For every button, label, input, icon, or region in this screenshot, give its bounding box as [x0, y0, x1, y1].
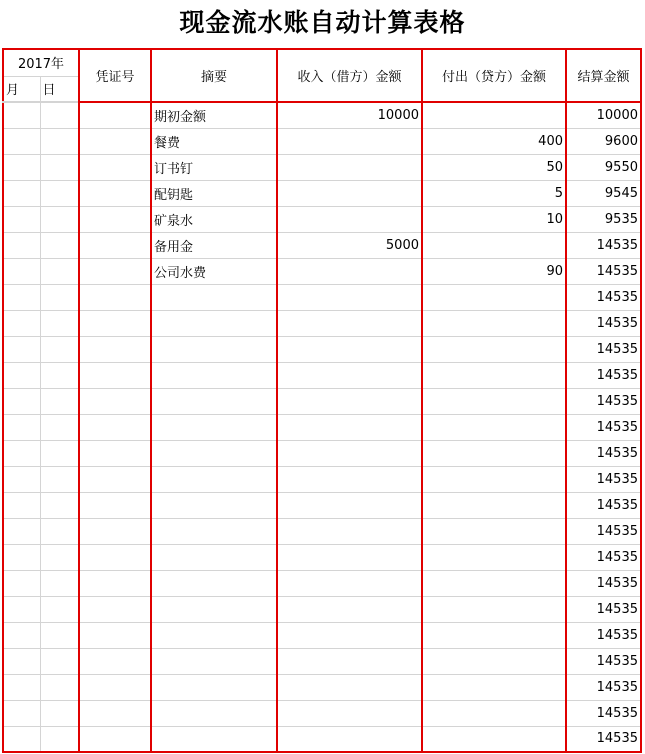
month-cell[interactable]: [3, 336, 40, 362]
expense-cell[interactable]: [422, 362, 566, 388]
ledger-row: [3, 206, 641, 232]
income-cell[interactable]: [277, 492, 422, 518]
day-cell[interactable]: [40, 206, 79, 232]
income-cell[interactable]: [277, 726, 422, 752]
summary-cell[interactable]: 期初金额: [151, 102, 277, 128]
day-cell[interactable]: [40, 388, 79, 414]
income-cell[interactable]: [277, 128, 422, 154]
summary-cell[interactable]: [151, 466, 277, 492]
balance-cell[interactable]: 9600: [566, 128, 641, 154]
summary-cell[interactable]: 矿泉水: [151, 206, 277, 232]
month-header: 月: [3, 76, 40, 102]
income-cell[interactable]: [277, 570, 422, 596]
day-cell[interactable]: [40, 414, 79, 440]
balance-cell[interactable]: 14535: [566, 596, 641, 622]
expense-cell[interactable]: [422, 336, 566, 362]
voucher-cell[interactable]: [79, 388, 151, 414]
income-cell[interactable]: [277, 154, 422, 180]
summary-cell[interactable]: [151, 310, 277, 336]
day-cell[interactable]: [40, 336, 79, 362]
summary-cell[interactable]: 餐费: [151, 128, 277, 154]
month-cell[interactable]: [3, 466, 40, 492]
voucher-header: 凭证号: [79, 49, 151, 102]
expense-cell[interactable]: [422, 596, 566, 622]
day-cell[interactable]: [40, 440, 79, 466]
month-cell[interactable]: [3, 414, 40, 440]
expense-cell[interactable]: 50: [422, 154, 566, 180]
day-cell[interactable]: [40, 154, 79, 180]
month-cell[interactable]: [3, 674, 40, 700]
income-cell[interactable]: [277, 622, 422, 648]
summary-cell[interactable]: [151, 544, 277, 570]
month-cell[interactable]: [3, 180, 40, 206]
balance-cell[interactable]: 14535: [566, 544, 641, 570]
summary-cell[interactable]: [151, 414, 277, 440]
summary-cell[interactable]: [151, 726, 277, 752]
month-cell[interactable]: [3, 362, 40, 388]
day-cell[interactable]: [40, 128, 79, 154]
expense-cell[interactable]: [422, 232, 566, 258]
expense-cell[interactable]: [422, 492, 566, 518]
balance-cell[interactable]: 14535: [566, 492, 641, 518]
month-cell[interactable]: [3, 258, 40, 284]
balance-cell[interactable]: 14535: [566, 726, 641, 752]
income-cell[interactable]: [277, 674, 422, 700]
expense-cell[interactable]: [422, 648, 566, 674]
ledger-row: [3, 180, 641, 206]
ledger-row: [3, 544, 641, 570]
summary-cell[interactable]: [151, 596, 277, 622]
balance-cell[interactable]: 14535: [566, 622, 641, 648]
expense-cell[interactable]: [422, 466, 566, 492]
ledger-row: [3, 492, 641, 518]
expense-cell[interactable]: [422, 414, 566, 440]
expense-cell[interactable]: 10: [422, 206, 566, 232]
voucher-cell[interactable]: [79, 440, 151, 466]
voucher-cell[interactable]: [79, 518, 151, 544]
ledger-row: [3, 570, 641, 596]
summary-cell[interactable]: [151, 700, 277, 726]
income-cell[interactable]: [277, 648, 422, 674]
income-cell[interactable]: [277, 440, 422, 466]
day-cell[interactable]: [40, 726, 79, 752]
day-cell[interactable]: [40, 492, 79, 518]
summary-cell[interactable]: [151, 648, 277, 674]
ledger-row: [3, 102, 641, 128]
voucher-cell[interactable]: [79, 180, 151, 206]
month-cell[interactable]: [3, 570, 40, 596]
income-cell[interactable]: [277, 700, 422, 726]
summary-cell[interactable]: [151, 492, 277, 518]
balance-cell[interactable]: 14535: [566, 440, 641, 466]
income-header: 收入（借方）金额: [277, 49, 422, 102]
income-cell[interactable]: 5000: [277, 232, 422, 258]
income-cell[interactable]: [277, 180, 422, 206]
voucher-cell[interactable]: [79, 284, 151, 310]
day-cell[interactable]: [40, 674, 79, 700]
voucher-cell[interactable]: [79, 206, 151, 232]
balance-cell[interactable]: 14535: [566, 414, 641, 440]
month-cell[interactable]: [3, 102, 40, 128]
day-cell[interactable]: [40, 518, 79, 544]
balance-cell[interactable]: 14535: [566, 518, 641, 544]
summary-cell[interactable]: 备用金: [151, 232, 277, 258]
month-cell[interactable]: [3, 596, 40, 622]
ledger-row: [3, 414, 641, 440]
summary-header: 摘要: [151, 49, 277, 102]
balance-cell[interactable]: 14535: [566, 700, 641, 726]
expense-cell[interactable]: 400: [422, 128, 566, 154]
balance-cell[interactable]: 9535: [566, 206, 641, 232]
day-cell[interactable]: [40, 622, 79, 648]
balance-cell[interactable]: 9550: [566, 154, 641, 180]
voucher-cell[interactable]: [79, 232, 151, 258]
cash-ledger-table: [2, 48, 642, 753]
expense-cell[interactable]: [422, 544, 566, 570]
expense-cell[interactable]: [422, 726, 566, 752]
expense-cell[interactable]: [422, 700, 566, 726]
voucher-cell[interactable]: [79, 258, 151, 284]
balance-cell[interactable]: 14535: [566, 648, 641, 674]
ledger-row: [3, 440, 641, 466]
voucher-cell[interactable]: [79, 674, 151, 700]
voucher-cell[interactable]: [79, 414, 151, 440]
day-cell[interactable]: [40, 180, 79, 206]
expense-cell[interactable]: [422, 622, 566, 648]
income-cell[interactable]: [277, 258, 422, 284]
voucher-cell[interactable]: [79, 596, 151, 622]
expense-cell[interactable]: [422, 310, 566, 336]
voucher-cell[interactable]: [79, 154, 151, 180]
day-cell[interactable]: [40, 310, 79, 336]
balance-cell[interactable]: 9545: [566, 180, 641, 206]
month-cell[interactable]: [3, 518, 40, 544]
income-cell[interactable]: 10000: [277, 102, 422, 128]
summary-cell[interactable]: 配钥匙: [151, 180, 277, 206]
expense-cell[interactable]: [422, 102, 566, 128]
balance-cell[interactable]: 14535: [566, 570, 641, 596]
summary-cell[interactable]: [151, 674, 277, 700]
month-cell[interactable]: [3, 206, 40, 232]
day-cell[interactable]: [40, 596, 79, 622]
balance-cell[interactable]: 14535: [566, 466, 641, 492]
ledger-row: [3, 518, 641, 544]
balance-header: 结算金额: [566, 49, 641, 102]
summary-cell[interactable]: [151, 362, 277, 388]
day-cell[interactable]: [40, 544, 79, 570]
voucher-cell[interactable]: [79, 102, 151, 128]
month-cell[interactable]: [3, 492, 40, 518]
month-cell[interactable]: [3, 128, 40, 154]
income-cell[interactable]: [277, 544, 422, 570]
voucher-cell[interactable]: [79, 544, 151, 570]
income-cell[interactable]: [277, 414, 422, 440]
ledger-row: [3, 726, 641, 752]
income-cell[interactable]: [277, 388, 422, 414]
month-cell[interactable]: [3, 726, 40, 752]
summary-cell[interactable]: [151, 518, 277, 544]
expense-cell[interactable]: 5: [422, 180, 566, 206]
expense-cell[interactable]: [422, 570, 566, 596]
ledger-row: [3, 596, 641, 622]
expense-cell[interactable]: [422, 284, 566, 310]
voucher-cell[interactable]: [79, 570, 151, 596]
voucher-cell[interactable]: [79, 128, 151, 154]
day-cell[interactable]: [40, 102, 79, 128]
voucher-cell[interactable]: [79, 622, 151, 648]
day-cell[interactable]: [40, 258, 79, 284]
day-cell[interactable]: [40, 284, 79, 310]
expense-cell[interactable]: [422, 440, 566, 466]
expense-cell[interactable]: [422, 388, 566, 414]
day-cell[interactable]: [40, 466, 79, 492]
ledger-row: [3, 362, 641, 388]
ledger-row: [3, 284, 641, 310]
ledger-row: [3, 466, 641, 492]
voucher-cell[interactable]: [79, 362, 151, 388]
income-cell[interactable]: [277, 596, 422, 622]
month-cell[interactable]: [3, 388, 40, 414]
day-cell[interactable]: [40, 570, 79, 596]
summary-cell[interactable]: [151, 622, 277, 648]
income-cell[interactable]: [277, 518, 422, 544]
voucher-cell[interactable]: [79, 648, 151, 674]
summary-cell[interactable]: [151, 336, 277, 362]
balance-cell[interactable]: 14535: [566, 362, 641, 388]
month-cell[interactable]: [3, 648, 40, 674]
summary-cell[interactable]: 订书钉: [151, 154, 277, 180]
voucher-cell[interactable]: [79, 466, 151, 492]
voucher-cell[interactable]: [79, 492, 151, 518]
ledger-row: [3, 388, 641, 414]
ledger-row: [3, 232, 641, 258]
day-cell[interactable]: [40, 648, 79, 674]
expense-header: 付出（贷方）金额: [422, 49, 566, 102]
month-cell[interactable]: [3, 440, 40, 466]
balance-cell[interactable]: 14535: [566, 232, 641, 258]
ledger-row: [3, 310, 641, 336]
sheet-title: 现金流水账自动计算表格: [179, 8, 466, 37]
day-cell[interactable]: [40, 362, 79, 388]
summary-cell[interactable]: [151, 284, 277, 310]
month-cell[interactable]: [3, 622, 40, 648]
summary-cell[interactable]: 公司水费: [151, 258, 277, 284]
month-cell[interactable]: [3, 284, 40, 310]
ledger-row: [3, 700, 641, 726]
day-cell[interactable]: [40, 700, 79, 726]
summary-cell[interactable]: [151, 388, 277, 414]
income-cell[interactable]: [277, 284, 422, 310]
ledger-row: [3, 622, 641, 648]
income-cell[interactable]: [277, 466, 422, 492]
balance-cell[interactable]: 14535: [566, 284, 641, 310]
voucher-cell[interactable]: [79, 336, 151, 362]
ledger-row: [3, 258, 641, 284]
month-cell[interactable]: [3, 154, 40, 180]
balance-cell[interactable]: 10000: [566, 102, 641, 128]
income-cell[interactable]: [277, 206, 422, 232]
income-cell[interactable]: [277, 310, 422, 336]
balance-cell[interactable]: 14535: [566, 336, 641, 362]
expense-cell[interactable]: [422, 518, 566, 544]
month-cell[interactable]: [3, 544, 40, 570]
voucher-cell[interactable]: [79, 726, 151, 752]
voucher-cell[interactable]: [79, 700, 151, 726]
month-cell[interactable]: [3, 232, 40, 258]
ledger-row: [3, 674, 641, 700]
balance-cell[interactable]: 14535: [566, 674, 641, 700]
ledger-row: [3, 128, 641, 154]
balance-cell[interactable]: 14535: [566, 388, 641, 414]
day-cell[interactable]: [40, 232, 79, 258]
month-cell[interactable]: [3, 310, 40, 336]
summary-cell[interactable]: [151, 440, 277, 466]
voucher-cell[interactable]: [79, 310, 151, 336]
year-header: 2017年: [3, 49, 79, 76]
ledger-row: [3, 648, 641, 674]
day-header: 日: [40, 76, 79, 102]
ledger-row: [3, 154, 641, 180]
month-cell[interactable]: [3, 700, 40, 726]
summary-cell[interactable]: [151, 570, 277, 596]
income-cell[interactable]: [277, 362, 422, 388]
expense-cell[interactable]: [422, 674, 566, 700]
income-cell[interactable]: [277, 336, 422, 362]
ledger-row: [3, 336, 641, 362]
ledger-body: [3, 102, 641, 752]
balance-cell[interactable]: 14535: [566, 310, 641, 336]
expense-cell[interactable]: 90: [422, 258, 566, 284]
balance-cell[interactable]: 14535: [566, 258, 641, 284]
